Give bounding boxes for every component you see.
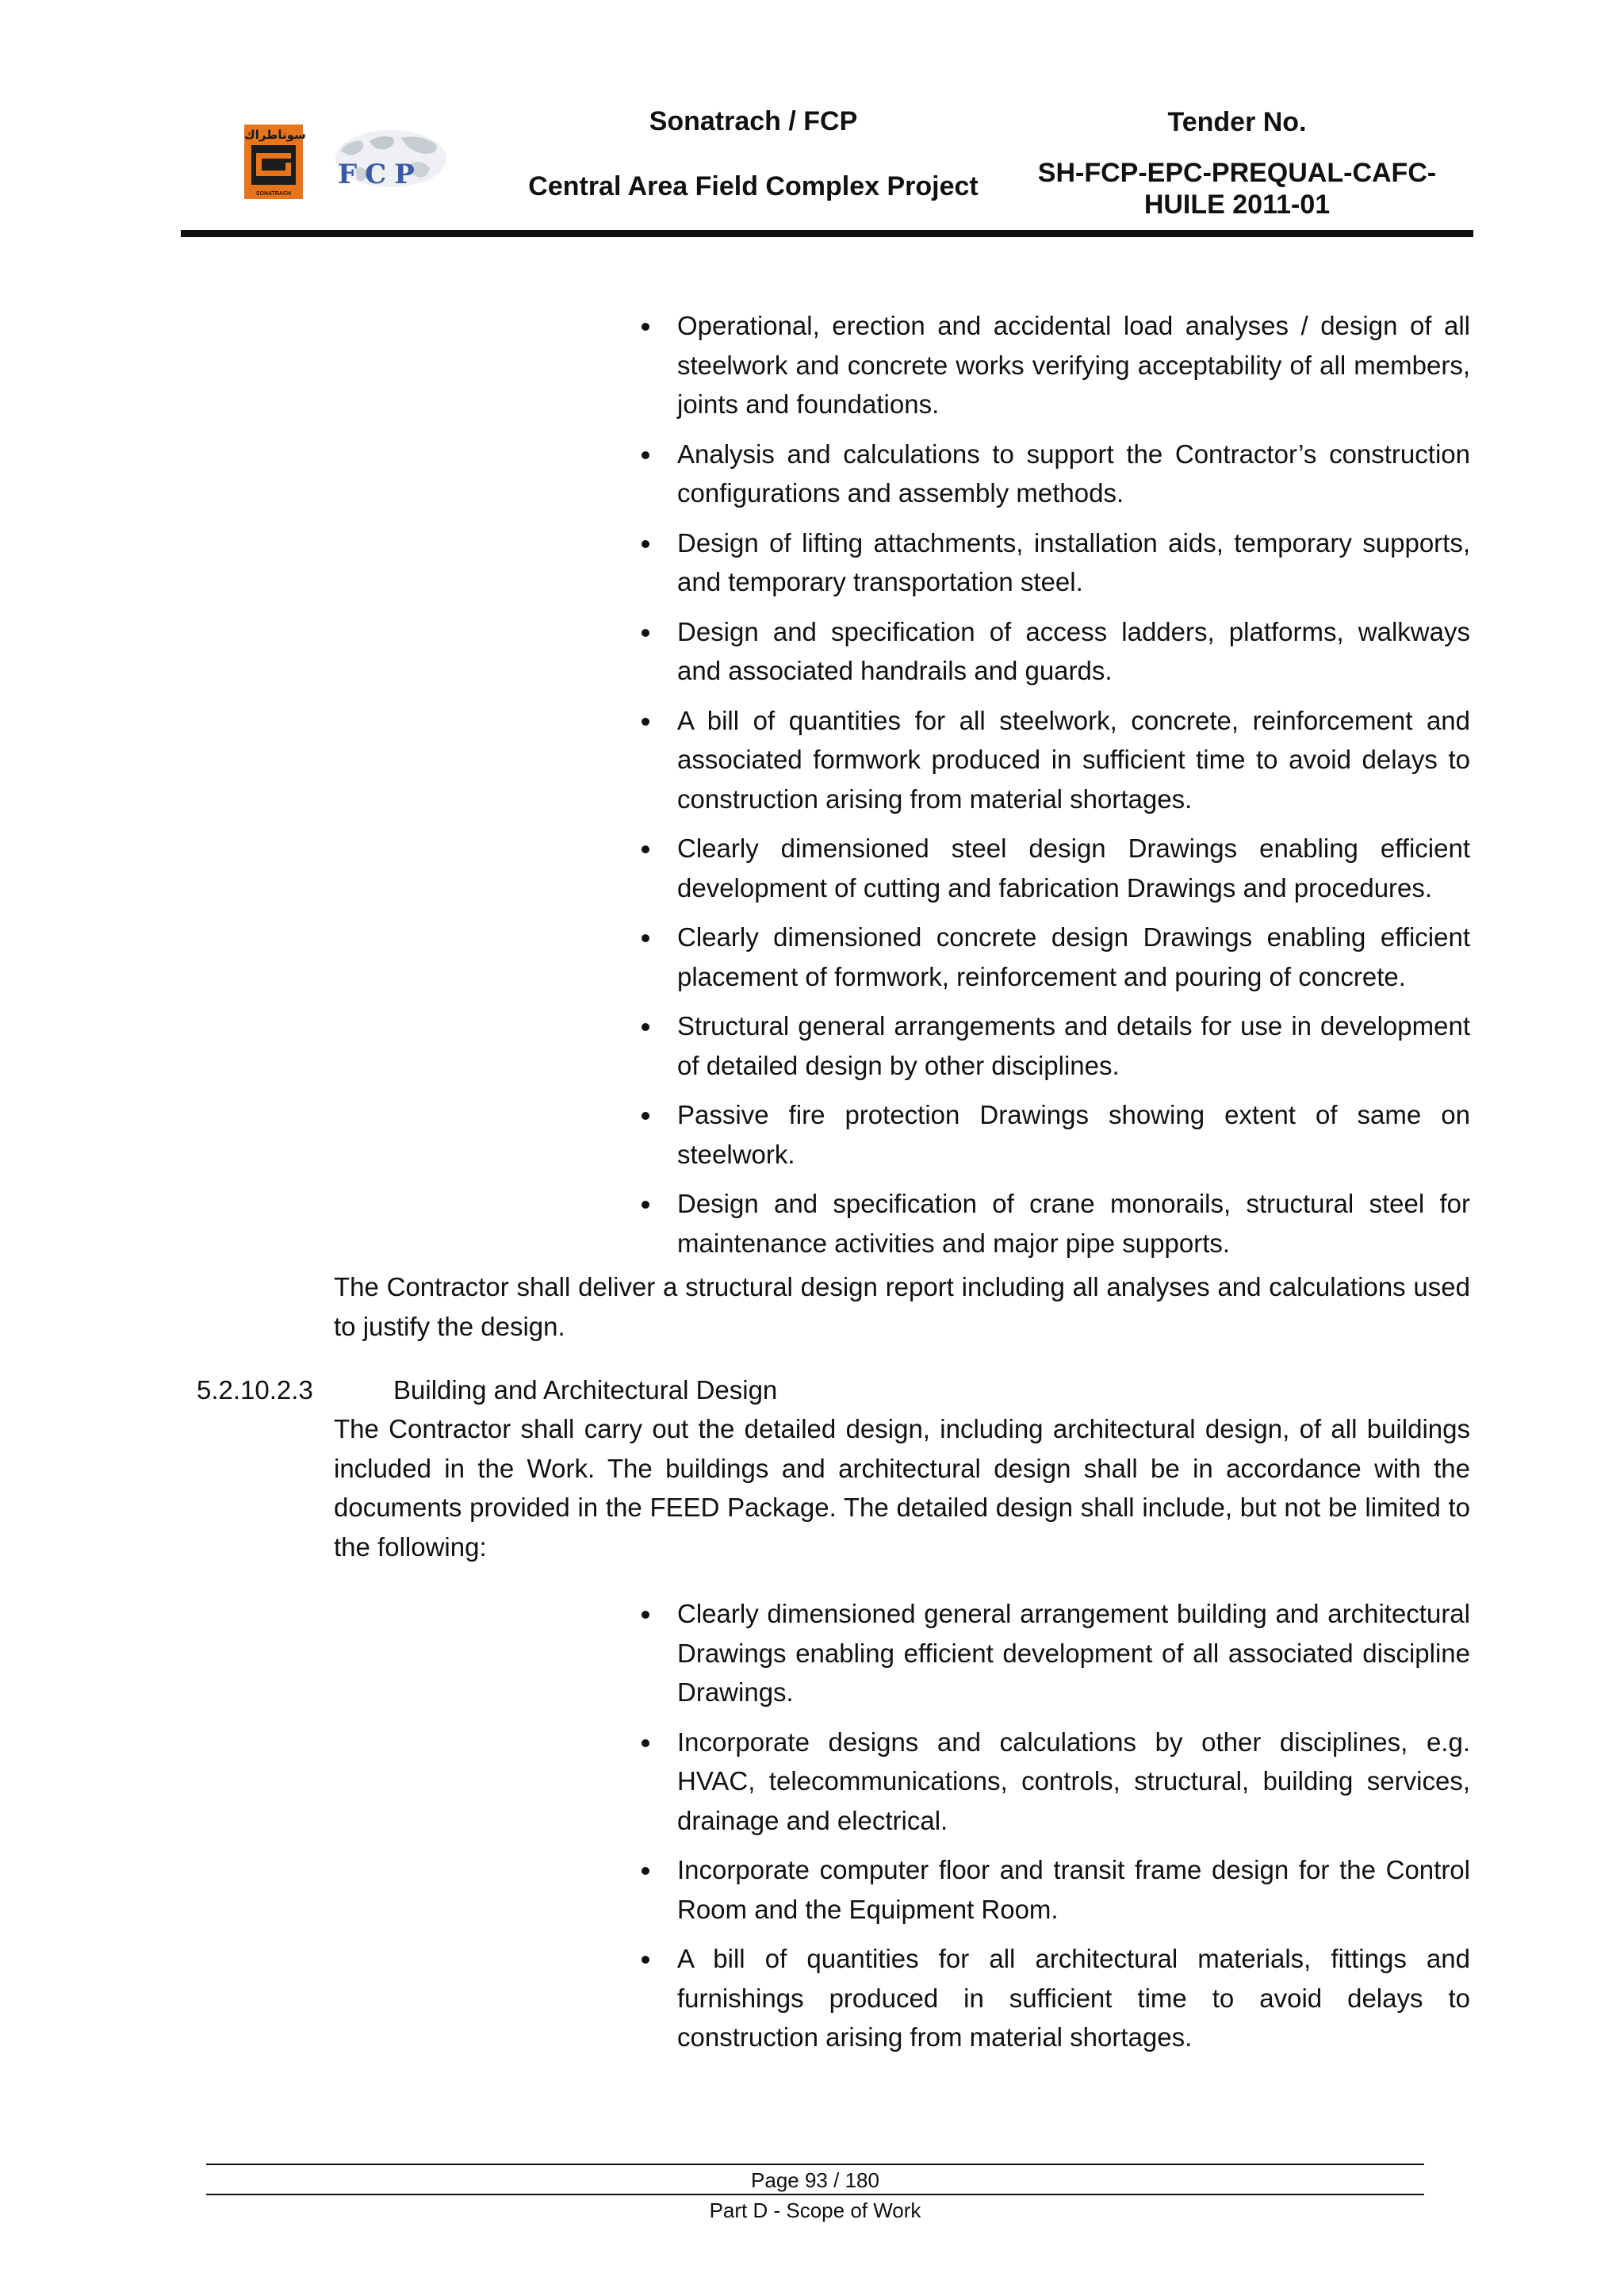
list-item: Passive fire protection Drawings showing extent of same on steelwork. [634,1095,1470,1174]
list-item: Design of lifting attachments, installation aids, temporary supports, and temporary transportation steel. [634,523,1470,602]
bullet-icon [642,934,649,942]
list-item: Design and specification of crane monorails, structural steel for maintenance activities and major pipe supports. [634,1184,1470,1263]
sonatrach-emblem [251,145,296,185]
bullet-icon [642,451,649,459]
list-item: Structural general arrangements and details for use in development of detailed design by other disciplines. [634,1006,1470,1085]
bullet-icon [642,718,649,726]
fcp-logo [331,127,450,198]
bullet-icon [642,1867,649,1875]
bullet-icon [642,1112,649,1120]
list-item: Analysis and calculations to support the Contractor’s construction configurations and assembly methods. [634,435,1470,513]
bullet-icon [642,1611,649,1619]
bullet-icon [642,540,649,548]
header-tender-number-line1: SH-FCP-EPC-PREQUAL-CAFC- [1037,158,1437,188]
sonatrach-logo-arabic-text: سوناطراك [244,128,306,142]
bullet-icon [642,323,649,331]
building-design-paragraph: The Contractor shall carry out the detailed design, including architectural design, of all buildings included in the Work. The buildings and architectural design shall be in accordance with the documents provided in the FEED Package. The detailed design shall include, but not be limited to the following: [334,1414,1470,1562]
building-deliverables-list [634,1594,1470,2068]
section-number: 5.2.10.2.3 [197,1375,313,1405]
bullet-icon [642,1956,649,1964]
sonatrach-logo-latin-text: SONATRACH [255,191,292,197]
structural-report-paragraph: The Contractor shall deliver a structural design report including all analyses and calculations used to justify the design. [334,1272,1470,1341]
footer-rule-bottom [206,2194,1424,2195]
structural-deliverables-list [634,306,1470,1273]
list-item: Incorporate designs and calculations by other disciplines, e.g. HVAC, telecommunications, controls, structural, building services, drainage and electrical. [634,1723,1470,1841]
list-item: Operational, erection and accidental load analyses / design of all steelwork and concrete works verifying acceptability of all members, joints and foundations. [634,306,1470,424]
fcp-logo-letters: FCP [338,159,423,190]
header-divider [181,230,1473,237]
list-item: Clearly dimensioned steel design Drawings enabling efficient development of cutting and fabrication Drawings and procedures. [634,829,1470,907]
list-item: Design and specification of access ladders, platforms, walkways and associated handrails and guards. [634,612,1470,691]
list-item: Clearly dimensioned general arrangement building and architectural Drawings enabling efficient development of all associated discipline Drawings. [634,1594,1470,1712]
bullet-icon [642,1739,649,1747]
bullet-icon [642,1201,649,1209]
header-tender-label: Tender No. [1167,107,1307,137]
footer-rule-top [206,2164,1424,2165]
bullet-icon [642,845,649,853]
header-project: Central Area Field Complex Project [528,171,979,201]
bullet-icon [642,629,649,637]
list-item: A bill of quantities for all architectural materials, fittings and furnishings produced in sufficient time to avoid delays to construction arising from material shortages. [634,1939,1470,2057]
bullet-icon [642,1023,649,1031]
header-tender-number-line2: HUILE 2011-01 [1143,190,1331,220]
sonatrach-logo [244,125,306,199]
header-company: Sonatrach / FCP [649,106,858,136]
list-item: Clearly dimensioned concrete design Drawings enabling efficient placement of formwork, reinforcement and pouring of concrete. [634,918,1470,996]
list-item: A bill of quantities for all steelwork, concrete, reinforcement and associated formwork produced in sufficient time to avoid delays to construction arising from material shortages. [634,701,1470,819]
footer-part: Part D - Scope of Work [709,2198,921,2222]
section-title: Building and Architectural Design [393,1375,778,1405]
list-item: Incorporate computer floor and transit frame design for the Control Room and the Equipment Room. [634,1850,1470,1929]
page-number: Page 93 / 180 [751,2168,879,2192]
